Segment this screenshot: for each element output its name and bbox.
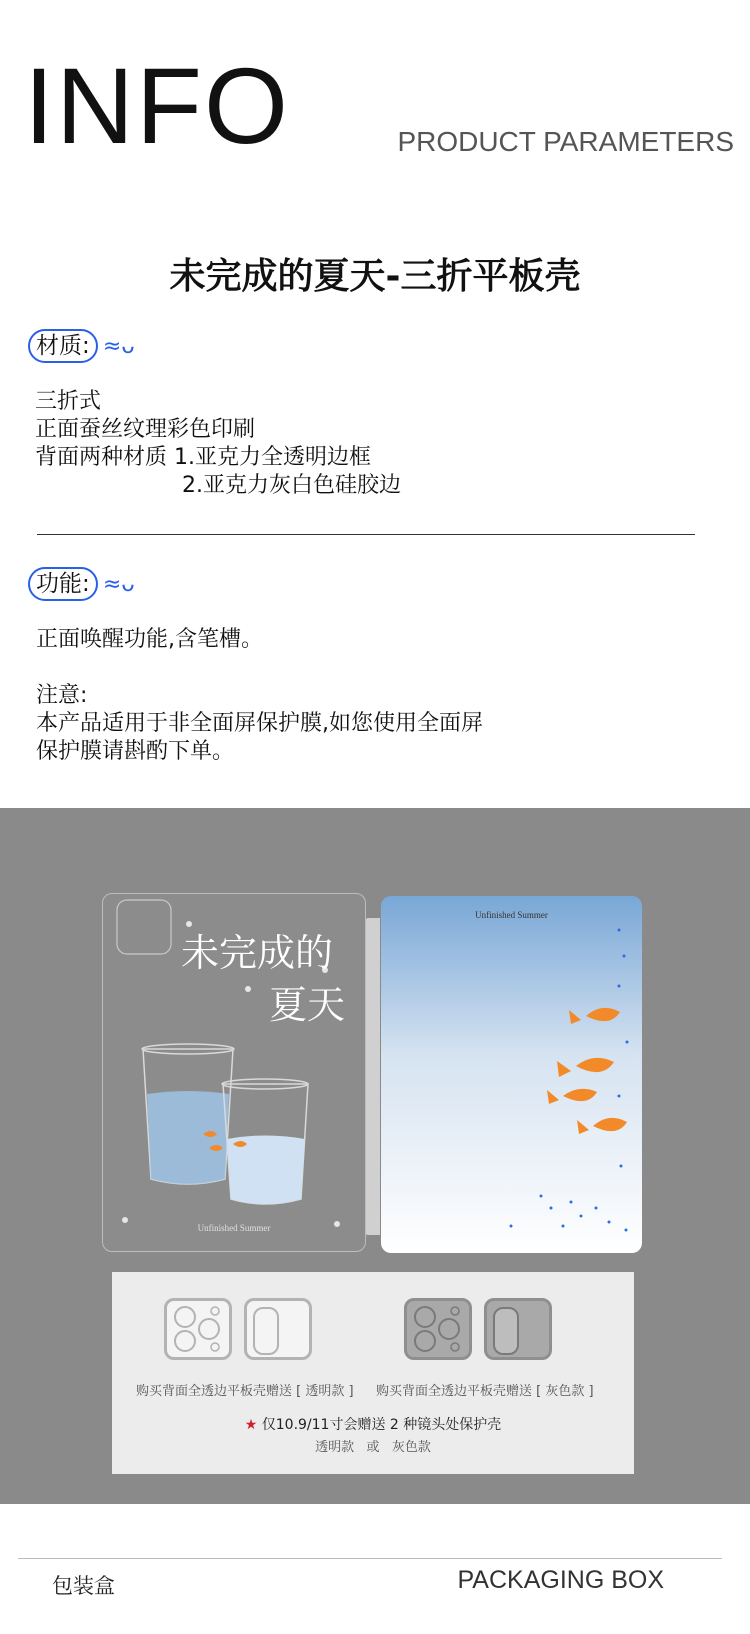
scribble-icon: ≈ᴗ <box>102 572 135 597</box>
material-heading <box>28 327 135 360</box>
function-heading <box>28 565 135 598</box>
info-title: INFO <box>24 45 290 166</box>
function-line: 正面唤醒功能,含笔槽。 <box>36 627 263 652</box>
gift-options: 透明款 或 灰色款 <box>315 1440 431 1455</box>
star-icon: ★ <box>244 1417 258 1433</box>
art-title-line1: 未完成的 <box>181 931 334 975</box>
packaging-label-en: PACKAGING BOX <box>457 1566 664 1594</box>
caption-gray: 购买背面全透边平板壳赠送 [ 灰色款 ] <box>376 1384 594 1399</box>
goldfish-illustration <box>381 896 642 1253</box>
camera-lens-icon <box>167 1301 229 1357</box>
section-divider <box>37 534 695 535</box>
packaging-label-cn: 包装盒 <box>52 1574 115 1598</box>
bubble-dots <box>510 929 629 1232</box>
material-line-2: 正面蚕丝纹理彩色印刷 <box>35 417 256 442</box>
gift-note <box>112 1414 634 1434</box>
art-title-line2: 夏天 <box>269 983 346 1027</box>
material-line-3: 背面两种材质 1.亚克力全透明边框 <box>35 445 371 470</box>
note-title: 注意: <box>36 683 88 708</box>
lens-cover-clear-1 <box>164 1298 232 1360</box>
product-parameters-subtitle: PRODUCT PARAMETERS <box>397 126 734 157</box>
case-hinge <box>366 918 380 1235</box>
camera-cutout <box>117 900 171 954</box>
case-back-view <box>102 893 366 1252</box>
material-line-4: 2.亚克力灰白色硅胶边 <box>182 473 401 498</box>
product-name: 未完成的夏天-三折平板壳 <box>169 256 581 297</box>
lens-cover-gray-2 <box>484 1298 552 1360</box>
left-caption: Unfinished Summer <box>197 1223 271 1233</box>
note-line-1: 本产品适用于非全面屏保护膜,如您使用全面屏 <box>36 711 483 736</box>
camera-lens-icon <box>407 1301 469 1357</box>
goldfish-icons <box>547 1008 627 1134</box>
material-label: 材质: <box>28 329 98 363</box>
function-label: 功能: <box>28 567 98 601</box>
lens-cover-gray-1 <box>404 1298 472 1360</box>
note-line-2: 保护膜请斟酌下单。 <box>36 739 235 764</box>
lens-gift-panel <box>112 1272 634 1474</box>
gift-note-text: 仅10.9/11寸会赠送 2 种镜头处保护壳 <box>261 1417 502 1433</box>
footer-divider <box>18 1558 722 1559</box>
scribble-icon: ≈ᴗ <box>102 334 135 359</box>
water-left <box>147 1091 229 1184</box>
caption-clear: 购买背面全透边平板壳赠送 [ 透明款 ] <box>136 1384 354 1399</box>
case-front-view <box>381 896 642 1253</box>
right-header: Unfinished Summer <box>475 910 548 920</box>
lens-cover-clear-2 <box>244 1298 312 1360</box>
material-line-1: 三折式 <box>35 389 102 414</box>
